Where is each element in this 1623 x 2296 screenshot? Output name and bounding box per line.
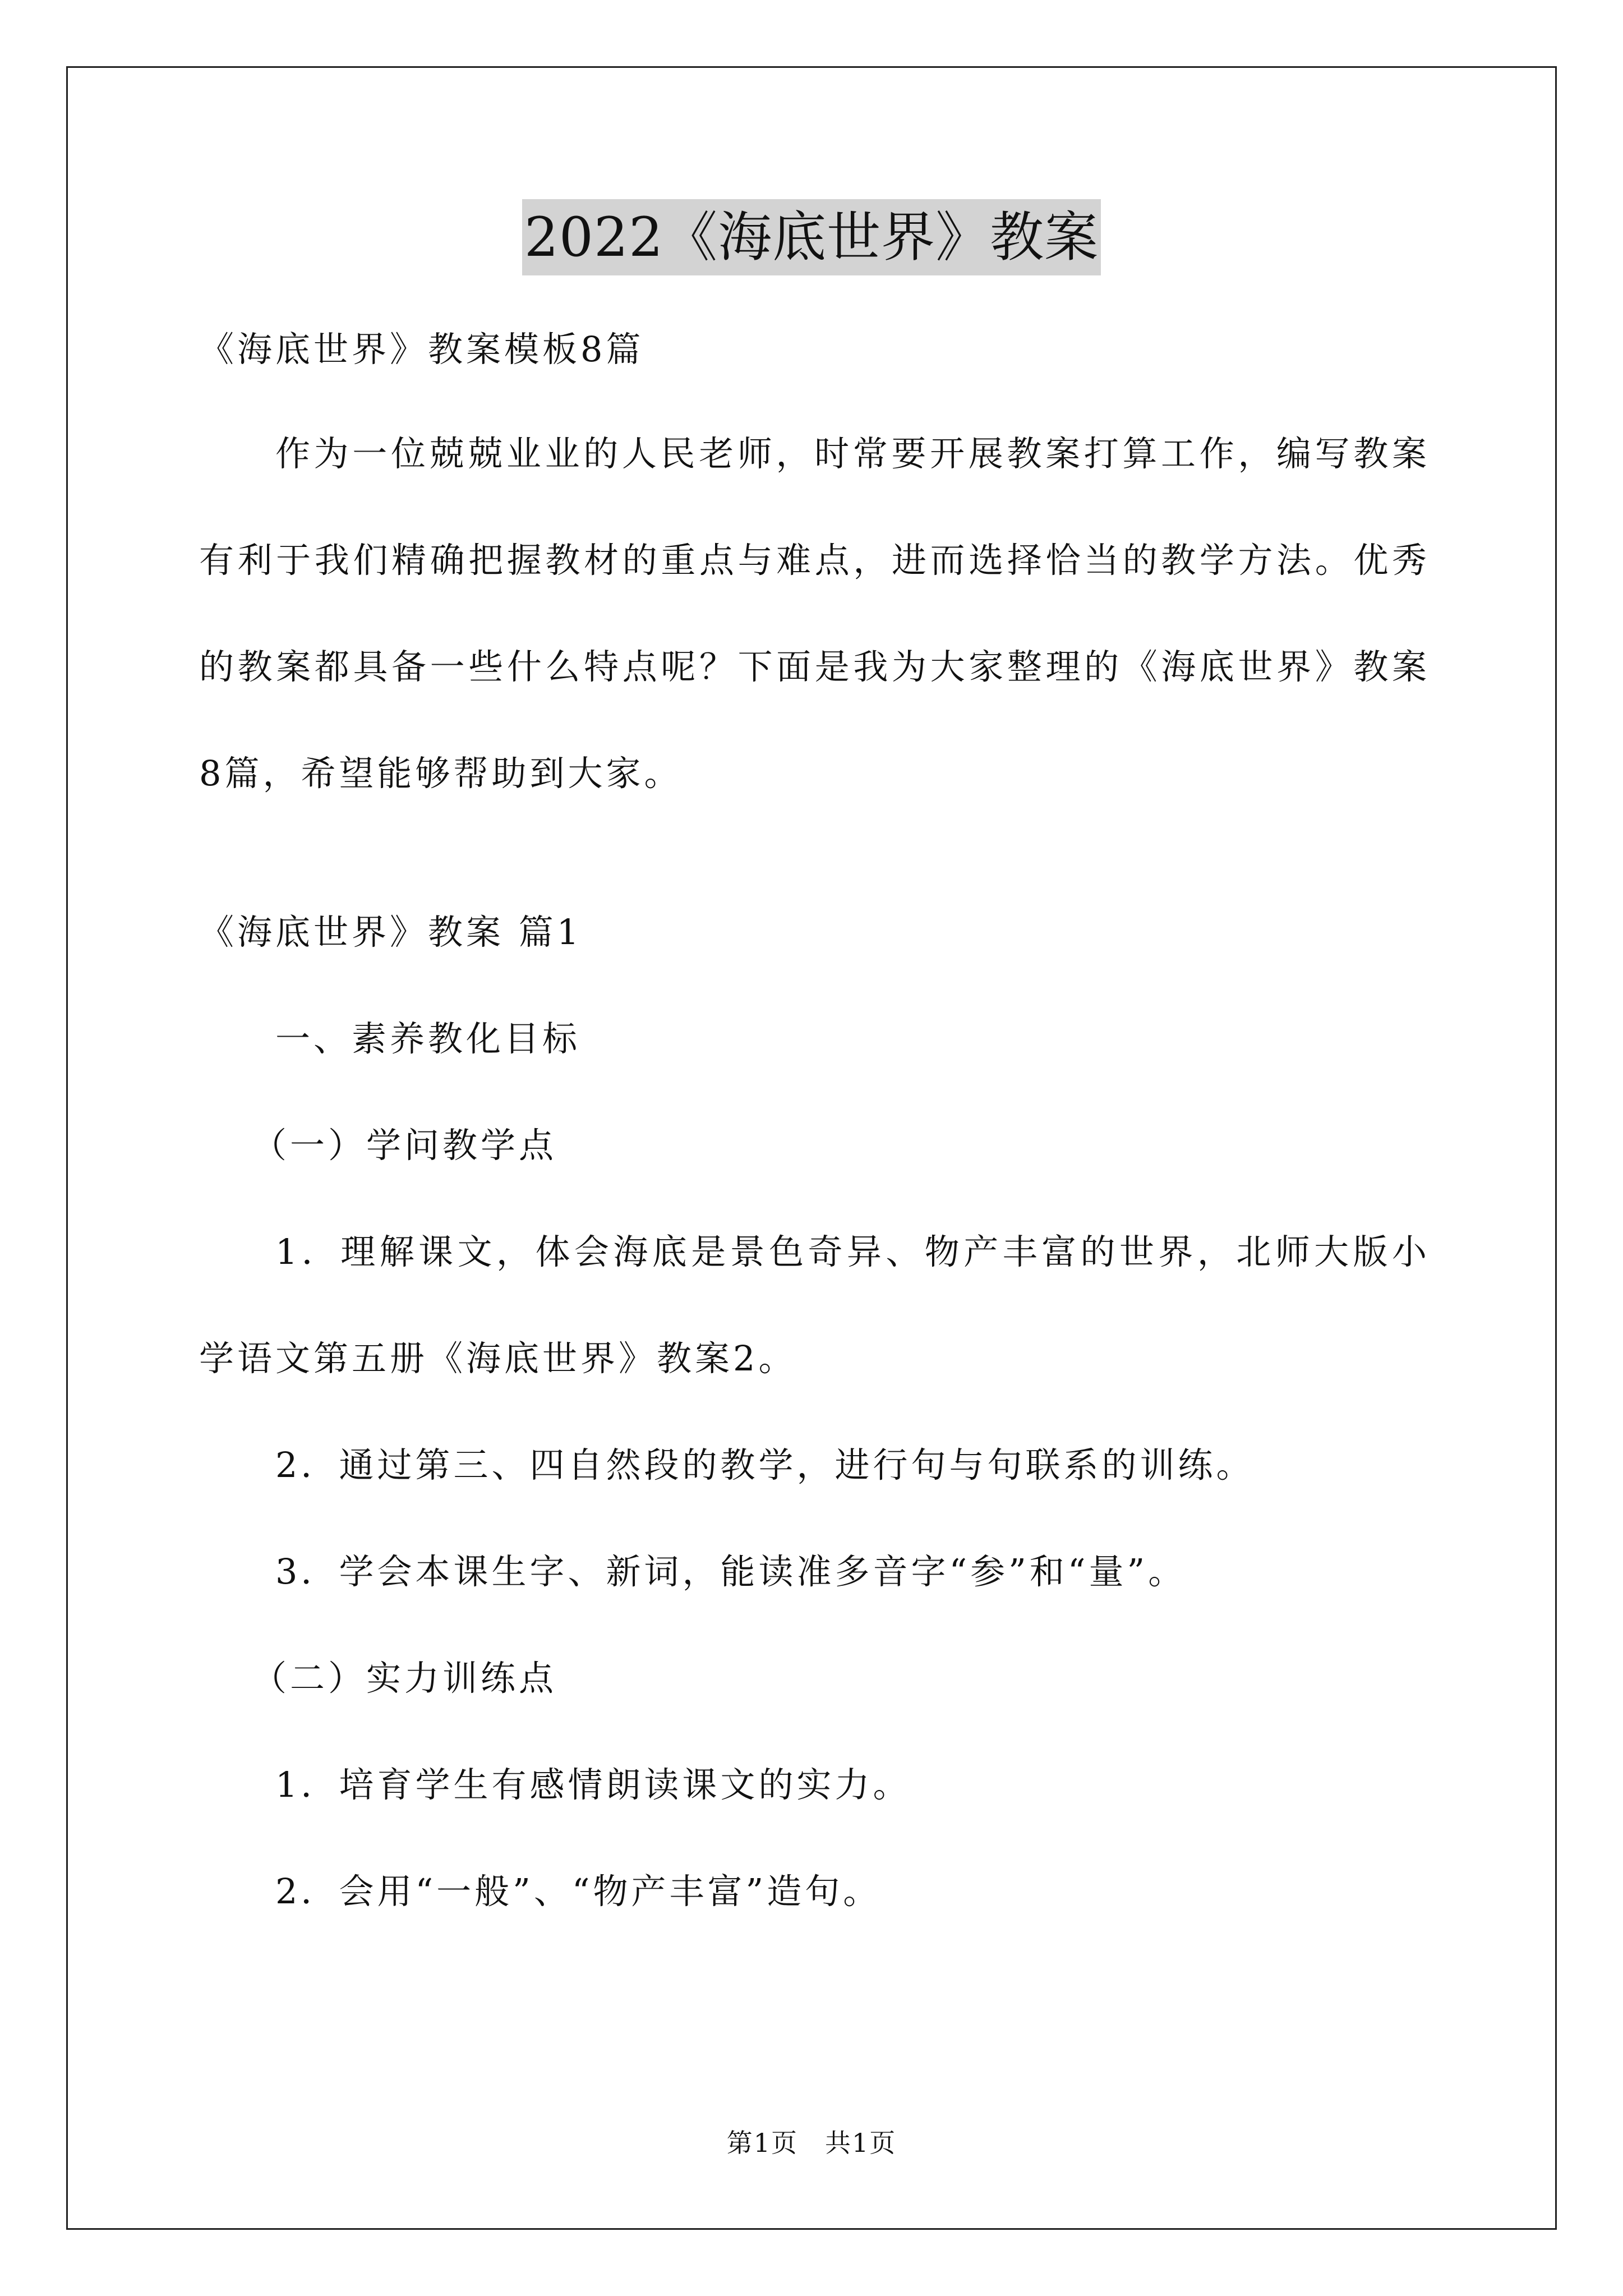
- page-footer: 第1页 共1页: [726, 2128, 897, 2158]
- sub1-heading: （一）学问教学点: [252, 1125, 557, 1166]
- part1-heading: 一、素养教化目标: [275, 1018, 581, 1059]
- document-title: 2022《海底世界》教案: [522, 199, 1101, 275]
- sub2-item-1: 1．培育学生有感情朗读课文的实力。: [275, 1764, 911, 1805]
- title-container: [0, 199, 1623, 275]
- document-subtitle: 《海底世界》教案模板8篇: [199, 329, 644, 370]
- sub1-item-2: 2．通过第三、四自然段的教学，进行句与句联系的训练。: [275, 1444, 1255, 1485]
- intro-paragraph: 作为一位兢兢业业的人民老师，时常要开展教案打算工作，编写教案有利于我们精确把握教材的重点与难点，进而选择恰当的教学方法。优秀的教案都具备一些什么特点呢？下面是我为大家整理的《海底世界》教案8篇，希望能够帮助到大家。: [199, 433, 1430, 794]
- document-body: [199, 323, 1430, 1971]
- sub2-item-2: 2．会用“一般”、“物产丰富”造句。: [275, 1871, 882, 1912]
- section-gap: [199, 827, 1430, 905]
- sub1-item-1: 1．理解课文，体会海底是景色奇异、物产丰富的世界，北师大版小学语文第五册《海底世界》教案2。: [199, 1231, 1430, 1379]
- sub1-item-3: 3．学会本课生字、新词，能读准多音字“参”和“量”。: [275, 1551, 1187, 1592]
- section-heading: 《海底世界》教案 篇1: [199, 912, 583, 953]
- sub2-heading: （二）实力训练点: [252, 1658, 557, 1699]
